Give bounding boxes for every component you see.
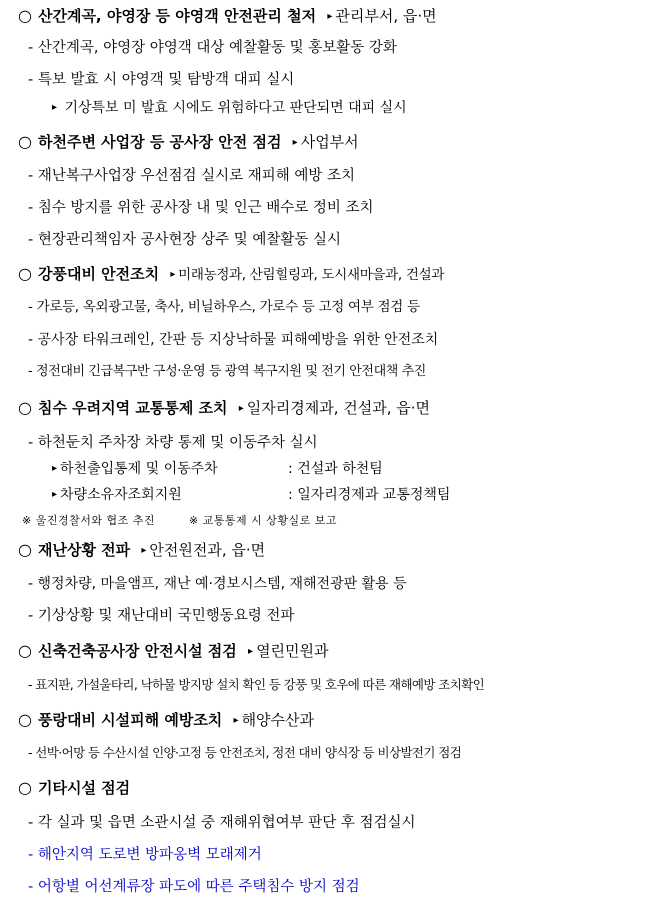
section-heading (18, 8, 437, 24)
item-text: 산간계곡, 야영장 야영객 대상 예찰활동 및 홍보활동 강화 (37, 40, 397, 56)
dash-bullet: - (28, 40, 34, 56)
dash-bullet: - (28, 815, 34, 831)
dash-bullet: - (28, 332, 34, 348)
list-item (28, 301, 420, 315)
list-item (28, 609, 294, 624)
circle-bullet: ○ (18, 264, 32, 283)
sub-item-text: 기상특보 미 발효 시에도 위험하다고 판단되면 대피 실시 (64, 100, 407, 116)
section-heading (18, 643, 329, 659)
item-text: 각 실과 및 읍면 소관시설 중 재해위협여부 판단 후 점검실시 (37, 815, 416, 831)
sub-item-value: : 건설과 하천팀 (288, 461, 383, 477)
item-text: 표지판, 가설울타리, 낙하물 방지망 설치 확인 등 강풍 및 호우에 따른 재해예방 조치확인 (35, 677, 485, 692)
list-item (28, 848, 262, 863)
circle-bullet: ○ (18, 6, 32, 25)
triangle-bullet: ▸ (141, 545, 147, 556)
list-item (28, 816, 416, 831)
section-title: 재난상황 전파 (37, 541, 131, 559)
dash-bullet: - (28, 364, 33, 379)
list-item (28, 436, 318, 451)
department-ref (234, 711, 314, 729)
list-item (28, 169, 355, 184)
department-ref (293, 133, 359, 151)
item-text: 현장관리책임자 공사현장 상주 및 예찰활동 실시 (37, 232, 342, 248)
list-item (28, 679, 484, 692)
dash-bullet: - (28, 576, 34, 592)
dash-bullet: - (28, 608, 34, 624)
item-text: 기상상황 및 재난대비 국민행동요령 전파 (37, 608, 295, 624)
item-text: 특보 발효 시 야영객 및 탐방객 대피 실시 (37, 72, 295, 88)
dash-bullet: - (28, 72, 34, 88)
circle-bullet: ○ (18, 132, 32, 151)
dash-bullet: - (28, 677, 32, 692)
dash-bullet: - (28, 847, 34, 863)
list-item (28, 233, 341, 248)
section-title: 강풍대비 안전조치 (37, 265, 160, 283)
triangle-bullet: ▸ (238, 403, 244, 414)
sub-item-label: 하천출입통제 및 이동주차 (60, 461, 218, 477)
department-ref (248, 642, 328, 660)
dash-bullet: - (28, 299, 33, 315)
item-text: 침수 방지를 위한 공사장 내 및 인근 배수로 정비 조치 (37, 200, 374, 216)
item-text: 해안지역 도로변 방파옹벽 모래제거 (37, 847, 262, 863)
dash-bullet: - (28, 232, 34, 248)
section-heading (18, 712, 314, 728)
triangle-bullet: ▸ (327, 11, 333, 22)
list-item (28, 365, 426, 378)
item-text: 정전대비 긴급복구반 구성·운영 등 광역 복구지원 및 전기 안전대책 추진 (36, 364, 426, 379)
item-text: 재난복구사업장 우선점검 실시로 재피해 예방 조치 (37, 168, 356, 184)
department-text: 안전원전과, 읍·면 (149, 541, 266, 559)
list-item (28, 201, 373, 216)
sub-item-value: : 일자리경제과 교통정책팀 (288, 487, 451, 503)
section-heading (18, 780, 130, 796)
triangle-bullet: ▸ (248, 646, 254, 657)
sub-item (52, 101, 407, 115)
triangle-bullet: ▸ (170, 269, 176, 280)
section-title: 산간계곡, 야영장 등 야영객 안전관리 철저 (37, 7, 317, 25)
section-heading (18, 266, 444, 283)
note-line (22, 515, 337, 526)
triangle-bullet: ▸ (233, 715, 239, 726)
dash-bullet: - (28, 879, 34, 895)
department-text: 미래농정과, 산림힐링과, 도시새마을과, 건설과 (178, 267, 445, 283)
section-heading (18, 400, 430, 416)
section-title: 풍랑대비 시설피해 예방조치 (37, 711, 223, 729)
section-title: 기타시설 점검 (37, 779, 131, 797)
department-text: 사업부서 (300, 133, 359, 151)
circle-bullet: ○ (18, 540, 32, 559)
dash-bullet: - (28, 435, 34, 451)
triangle-bullet: ▸ (52, 463, 58, 474)
item-text: 행정차량, 마을앰프, 재난 예·경보시스템, 재해전광판 활용 등 (37, 576, 407, 592)
department-text: 관리부서, 읍·면 (335, 7, 437, 25)
circle-bullet: ○ (18, 641, 32, 660)
list-item (28, 73, 294, 88)
dash-bullet: - (28, 168, 34, 184)
list-item (28, 577, 407, 591)
department-text: 열린민원과 (256, 642, 329, 660)
circle-bullet: ○ (18, 398, 32, 417)
section-title: 침수 우려지역 교통통제 조치 (37, 399, 228, 417)
item-text: 가로등, 옥외광고물, 축사, 비닐하우스, 가로수 등 고정 여부 점검 등 (36, 299, 420, 315)
section-title: 하천주변 사업장 등 공사장 안전 점검 (37, 133, 282, 151)
item-text: 공사장 타워크레인, 간판 등 지상낙하물 피해예방을 위한 안전조치 (37, 332, 439, 348)
circle-bullet: ○ (18, 710, 32, 729)
section-heading (18, 134, 359, 150)
department-ref (170, 267, 444, 283)
department-text: 해양수산과 (241, 711, 315, 729)
dash-bullet: - (28, 200, 34, 216)
triangle-bullet: ▸ (292, 137, 298, 148)
list-item (28, 333, 438, 347)
department-ref (239, 399, 430, 417)
triangle-bullet: ▸ (52, 489, 58, 500)
section-heading (18, 542, 265, 558)
list-item (28, 41, 397, 56)
item-text: 하천둔치 주차장 차량 통제 및 이동주차 실시 (37, 435, 318, 451)
item-text: 어항별 어선계류장 파도에 따른 주택침수 방지 점검 (37, 879, 360, 895)
list-item (28, 880, 360, 895)
department-ref (141, 541, 265, 559)
circle-bullet: ○ (18, 778, 32, 797)
note-text: ※ 울진경찰서와 협조 추진 (22, 514, 155, 527)
sub-item-label: 차량소유자조회지원 (60, 487, 182, 503)
note-text: ※ 교통통제 시 상황실로 보고 (188, 514, 338, 527)
sub-item (52, 488, 450, 502)
triangle-bullet: ▸ (52, 102, 58, 113)
section-title: 신축건축공사장 안전시설 점검 (37, 642, 237, 660)
sub-item (52, 462, 383, 476)
item-text: 선박·어망 등 수산시설 인양·고정 등 안전조치, 정전 대비 양식장 등 비상발전기 점검 (35, 745, 462, 760)
department-ref (327, 7, 436, 25)
department-text: 일자리경제과, 건설과, 읍·면 (246, 399, 431, 417)
dash-bullet: - (28, 745, 32, 760)
list-item (28, 747, 461, 760)
